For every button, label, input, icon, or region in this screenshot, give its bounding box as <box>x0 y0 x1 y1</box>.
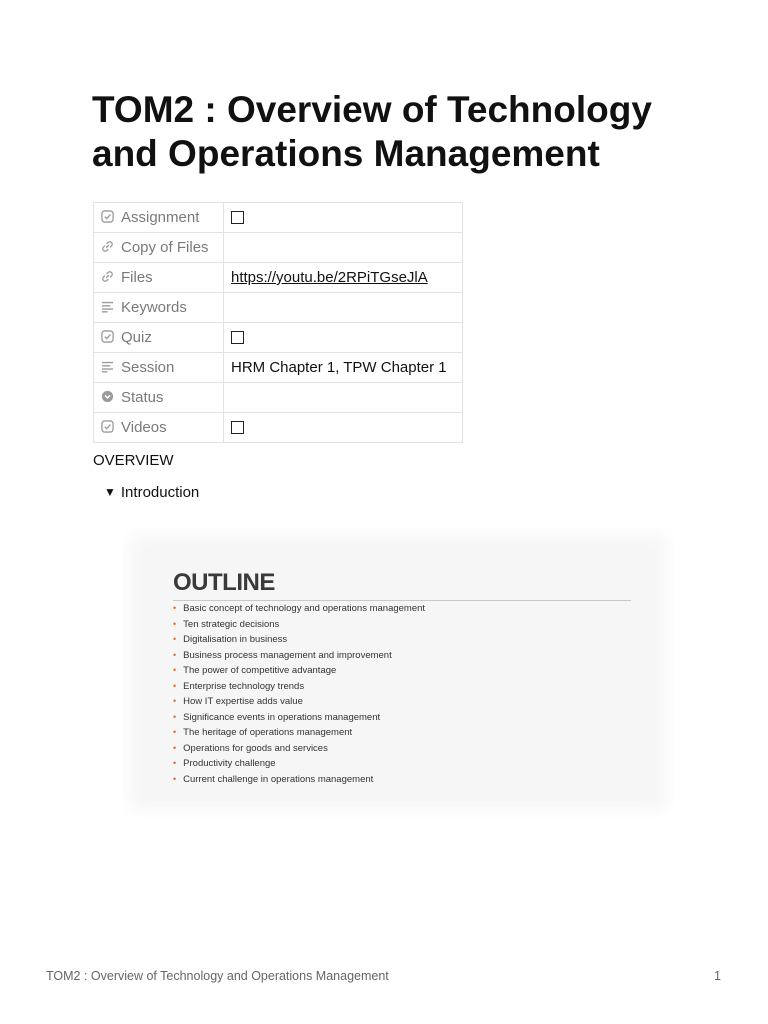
property-name-cell <box>94 203 224 233</box>
slide-heading: OUTLINE <box>173 569 275 596</box>
property-name: Keywords <box>121 299 187 316</box>
link-property-icon <box>101 270 114 283</box>
property-name-cell <box>94 293 224 323</box>
bullet-icon: • <box>173 711 177 722</box>
checkbox-property-icon <box>101 210 114 223</box>
slide-item-text: Business process management and improvement <box>183 649 392 661</box>
property-name-cell <box>94 263 224 293</box>
slide-list-item <box>173 617 425 633</box>
property-name-cell <box>94 353 224 383</box>
properties-table <box>93 202 463 443</box>
bullet-icon: • <box>173 649 177 660</box>
slide-list-item <box>173 601 425 617</box>
slide-list-item <box>173 632 425 648</box>
slide-list-item <box>173 663 425 679</box>
slide-list-item <box>173 679 425 695</box>
bullet-icon: • <box>173 680 177 691</box>
property-name: Status <box>121 389 164 406</box>
slide-item-text: Enterprise technology trends <box>183 680 305 692</box>
slide-item-text: The power of competitive advantage <box>183 665 337 676</box>
property-value-cell <box>224 203 463 233</box>
property-name-cell <box>94 413 224 443</box>
property-value-cell[interactable] <box>224 383 463 413</box>
toggle-label: Introduction <box>120 484 200 501</box>
slide-item-text: Digitalisation in business <box>183 634 288 645</box>
property-value-cell[interactable] <box>224 233 463 263</box>
text-lines-property-icon <box>101 300 114 313</box>
property-value-cell <box>224 323 463 353</box>
property-value-cell[interactable] <box>224 353 463 383</box>
bullet-icon: • <box>173 758 177 768</box>
slide-list-item <box>173 772 425 788</box>
bullet-icon: • <box>173 742 177 753</box>
bullet-icon: • <box>173 618 177 629</box>
property-name: Session <box>121 359 175 376</box>
toggle-triangle-icon[interactable]: ▼ <box>104 485 116 499</box>
property-value-cell[interactable] <box>224 293 463 323</box>
slide-item-text: Basic concept of technology and operations management <box>183 603 426 614</box>
link-property-icon <box>101 240 114 253</box>
checkbox[interactable] <box>231 421 244 434</box>
overview-heading: OVERVIEW <box>93 452 174 469</box>
select-property-icon <box>101 390 114 403</box>
property-row <box>94 383 463 413</box>
slide-list-item <box>173 756 425 772</box>
property-name-cell <box>94 323 224 353</box>
slide-item-text: The heritage of operations management <box>183 727 353 738</box>
property-name-cell <box>94 233 224 263</box>
property-row <box>94 413 463 443</box>
slide-item-text: Current challenge in operations management <box>183 773 374 785</box>
slide-item-text: Productivity challenge <box>183 758 276 769</box>
outline-slide-image <box>122 527 675 818</box>
bullet-icon: • <box>173 696 177 706</box>
property-name: Assignment <box>121 209 200 226</box>
slide-list-item <box>173 725 425 741</box>
property-name: Quiz <box>121 329 152 346</box>
property-value-cell <box>224 413 463 443</box>
slide-item-text: Operations for goods and services <box>183 742 328 754</box>
property-row <box>94 323 463 353</box>
property-row <box>94 263 463 293</box>
checkbox[interactable] <box>231 211 244 224</box>
bullet-icon: • <box>173 634 177 644</box>
slide-list-item <box>173 710 425 726</box>
footer-doc-title: TOM2 : Overview of Technology and Operations Management <box>46 969 389 983</box>
property-row <box>94 353 463 383</box>
property-value: HRM Chapter 1, TPW Chapter 1 <box>231 359 447 376</box>
property-value-cell <box>224 263 463 293</box>
property-name-cell <box>94 383 224 413</box>
property-row <box>94 233 463 263</box>
slide-item-text: Ten strategic decisions <box>183 618 280 630</box>
introduction-toggle[interactable] <box>104 484 199 501</box>
text-lines-property-icon <box>101 360 114 373</box>
bullet-icon: • <box>173 665 177 675</box>
files-link[interactable]: https://youtu.be/2RPiTGseJlA <box>231 269 428 286</box>
property-row <box>94 293 463 323</box>
property-name: Files <box>121 269 153 286</box>
slide-list-item <box>173 648 425 664</box>
slide-list-item <box>173 741 425 757</box>
bullet-icon: • <box>173 727 177 737</box>
checkbox-property-icon <box>101 420 114 433</box>
property-name: Copy of Files <box>121 239 209 256</box>
bullet-icon: • <box>173 773 177 784</box>
slide-list-item <box>173 694 425 710</box>
page-title: TOM2 : Overview of Technology and Operations Management <box>92 89 652 174</box>
slide-item-text: Significance events in operations management <box>183 711 381 723</box>
slide-item-text: How IT expertise adds value <box>183 696 303 707</box>
property-row <box>94 203 463 233</box>
footer-page-number: 1 <box>714 969 721 983</box>
slide-bullet-list <box>173 601 425 787</box>
checkbox[interactable] <box>231 331 244 344</box>
checkbox-property-icon <box>101 330 114 343</box>
bullet-icon: • <box>173 603 177 613</box>
property-name: Videos <box>121 419 167 436</box>
